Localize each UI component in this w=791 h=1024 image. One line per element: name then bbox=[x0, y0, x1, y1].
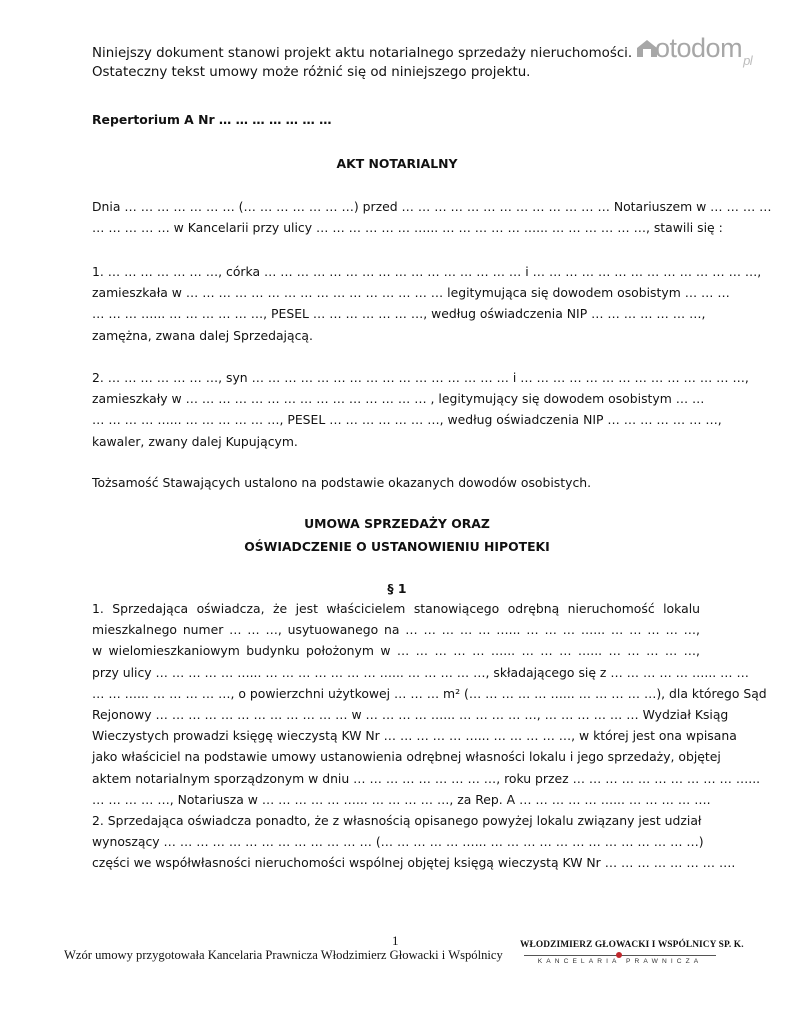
page-number: 1 bbox=[392, 933, 399, 948]
draft-disclaimer bbox=[92, 44, 632, 82]
section-1-line: w wielomieszkaniowym budynku położonym w … … … … … …... … … … …... … … … … …, bbox=[92, 643, 700, 659]
identity-line: Tożsamość Stawających ustalono na podstawie okazanych dowodów osobistych. bbox=[92, 475, 592, 490]
law-firm-logo bbox=[520, 940, 744, 970]
section-1-line: Rejonowy … … … … … … … … … … … … w … … … … …... … … … … …, … … … … … … Wydział Ksiąg bbox=[92, 706, 729, 722]
logo-suffix: pl bbox=[743, 53, 753, 68]
section-1-line: mieszkalnego numer … … …, usytuowanego na … … … … … …... … … … …... … … … … …, bbox=[92, 622, 700, 638]
repertorium-number: Repertorium A Nr … … … … … … … bbox=[92, 112, 332, 127]
party-1-line: zamężna, zwana dalej Sprzedającą. bbox=[92, 327, 313, 343]
document-title: AKT NOTARIALNY bbox=[336, 156, 458, 171]
party-2-line: 2. … … … … … … …, syn … … … … … … … … … … … … … … … … i … … … … … … … … … … … … … …, bbox=[92, 370, 749, 385]
otodom-logo bbox=[633, 33, 753, 69]
section-1-line: przy ulicy … … … … … …... … … … … … … … …... … … … … …, składającego się z … … … … … …... … … bbox=[92, 664, 749, 680]
party-2-line: kawaler, zwany dalej Kupującym. bbox=[92, 433, 298, 449]
footer-credit: Wzór umowy przygotowała Kancelaria Prawnicza Włodzimierz Głowacki i Wspólnicy bbox=[64, 948, 503, 962]
section-1-line: części we współwłasności nieruchomości wspólnej objętej księgą wieczystą KW Nr … … … … … … … …. bbox=[92, 855, 736, 871]
disclaimer-line-1: Niniejszy dokument stanowi projekt aktu notarialnego sprzedaży nieruchomości. bbox=[92, 46, 633, 61]
party-1-line: zamieszkała w … … … … … … … … … … … … … … … … legitymująca się dowodem osobistym … … … bbox=[92, 285, 730, 301]
section-1-line: wynoszący … … … … … … … … … … … … … (… … … … … …... … … … … … … … … … … … … …) bbox=[92, 834, 704, 850]
party-2-paragraph bbox=[92, 367, 749, 452]
party-1-line: 1. … … … … … … …, córka … … … … … … … … … … … … … … … … i … … … … … … … … … … … … … …, bbox=[92, 264, 762, 279]
intro-line: … … … … … w Kancelarii przy ulicy … … … … … … …... … … … … … …... … … … … … …, stawili się : bbox=[92, 220, 723, 236]
section-1-line: jako właściciel na podstawie umowy ustanowienia odrębnej własności lokalu i jego sprzedaży, objętej bbox=[92, 749, 721, 765]
identity-statement bbox=[92, 472, 700, 493]
section-1-line: … … …... … … … … …, o powierzchni użytkowej … … … m² (… … … … … …... … … … … …), dla którego Sąd bbox=[92, 685, 767, 701]
section-1-line: 2. Sprzedająca oświadcza ponadto, że z własnością opisanego powyżej lokalu związany jest udział bbox=[92, 812, 702, 828]
contract-title-line-2: OŚWIADCZENIE O USTANOWIENIU HIPOTEKI bbox=[244, 539, 550, 554]
logo-text: otodom bbox=[655, 33, 743, 63]
section-1-line: 1. Sprzedająca oświadcza, że jest właścicielem stanowiącego odrębną nieruchomość lokalu bbox=[92, 601, 700, 616]
firm-name: WŁODZIMIERZ GŁOWACKI I WSPÓLNICY SP. K. bbox=[520, 940, 744, 950]
disclaimer-line-2: Ostateczny tekst umowy może różnić się od niniejszego projektu. bbox=[92, 65, 531, 80]
party-2-line: … … … … …... … … … … … …, PESEL … … … … … … …, według oświadczenia NIP … … … … … … …, bbox=[92, 412, 722, 428]
party-1-paragraph bbox=[92, 261, 762, 346]
intro-paragraph bbox=[92, 196, 772, 238]
party-1-line: … … … …... … … … … … …, PESEL … … … … … … …, według oświadczenia NIP … … … … … … …, bbox=[92, 306, 706, 322]
firm-subtitle: KANCELARIA PRAWNICZA bbox=[537, 958, 703, 965]
contract-title-line-1: UMOWA SPRZEDAŻY ORAZ bbox=[304, 516, 490, 531]
intro-line: Dnia … … … … … … … (… … … … … … …) przed … … … … … … … … … … … … … Notariuszem w … … … … bbox=[92, 199, 772, 214]
section-1-line: Wieczystych prowadzi księgę wieczystą KW Nr … … … … … …... … … … … …, w której jest ona wpisana bbox=[92, 728, 737, 744]
section-1-line: … … … … …, Notariusza w … … … … … …... … … … … …, za Rep. A … … … … … …... … … … … …. bbox=[92, 791, 711, 807]
section-1-line: aktem notarialnym sporządzonym w dniu … … … … … … … … …, roku przez … … … … … … … … … … …... bbox=[92, 770, 761, 786]
section-1-body bbox=[92, 598, 767, 873]
section-mark: § 1 bbox=[387, 581, 407, 596]
logo-wordmark bbox=[655, 33, 752, 68]
party-2-line: zamieszkały w … … … … … … … … … … … … … … … , legitymujący się dowodem osobistym … … bbox=[92, 391, 705, 407]
